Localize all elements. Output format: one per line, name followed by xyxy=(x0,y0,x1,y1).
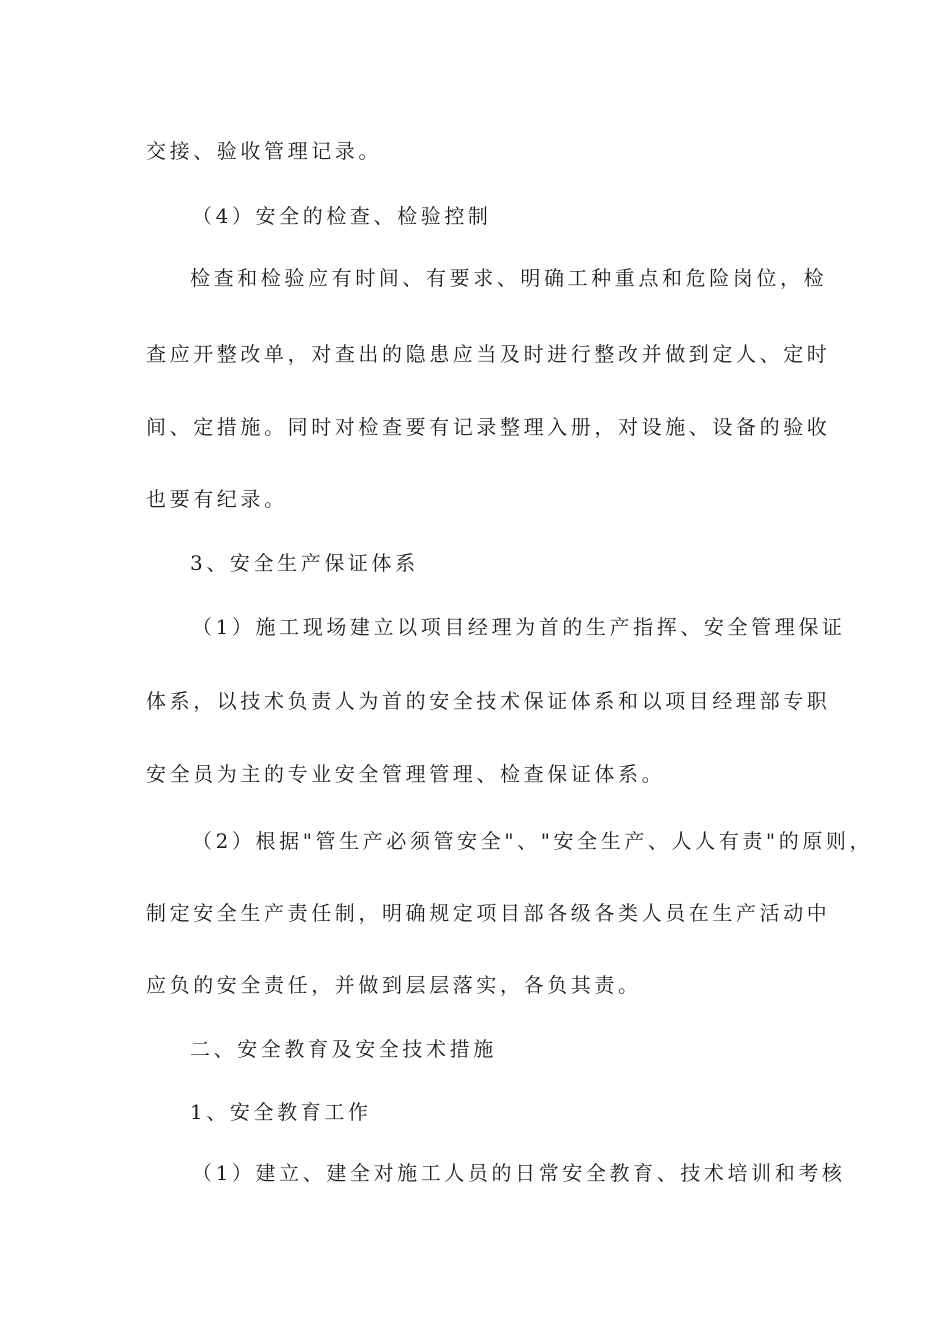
text-line: 交接、验收管理记录。 xyxy=(146,139,382,163)
paragraph-first-line: （1）施工现场建立以项目经理为首的生产指挥、安全管理保证 xyxy=(192,615,846,639)
text-line: 间、定措施。同时对检查要有记录整理入册，对设施、设备的验收 xyxy=(146,415,831,439)
paragraph-first-line: （2）根据"管生产必须管安全"、"安全生产、人人有责"的原则， xyxy=(192,829,874,853)
section-heading: 3、安全生产保证体系 xyxy=(190,551,419,575)
section-heading: 1、安全教育工作 xyxy=(190,1100,372,1124)
text-line: 体系，以技术负责人为首的安全技术保证体系和以项目经理部专职 xyxy=(146,689,831,713)
text-line: 制定安全生产责任制，明确规定项目部各级各类人员在生产活动中 xyxy=(146,901,831,925)
text-line: 查应开整改单，对查出的隐患应当及时进行整改并做到定人、定时 xyxy=(146,342,831,366)
text-line: 应负的安全责任，并做到层层落实，各负其责。 xyxy=(146,973,642,997)
chapter-heading: 二、安全教育及安全技术措施 xyxy=(190,1037,497,1061)
paragraph-first-line: 检查和检验应有时间、有要求、明确工种重点和危险岗位，检 xyxy=(190,266,828,290)
subsection-heading: （4）安全的检查、检验控制 xyxy=(192,204,492,228)
text-line: 安全员为主的专业安全管理管理、检查保证体系。 xyxy=(146,762,666,786)
paragraph-first-line: （1）建立、建全对施工人员的日常安全教育、技术培训和考核 xyxy=(192,1161,846,1185)
text-line: 也要有纪录。 xyxy=(146,487,288,511)
